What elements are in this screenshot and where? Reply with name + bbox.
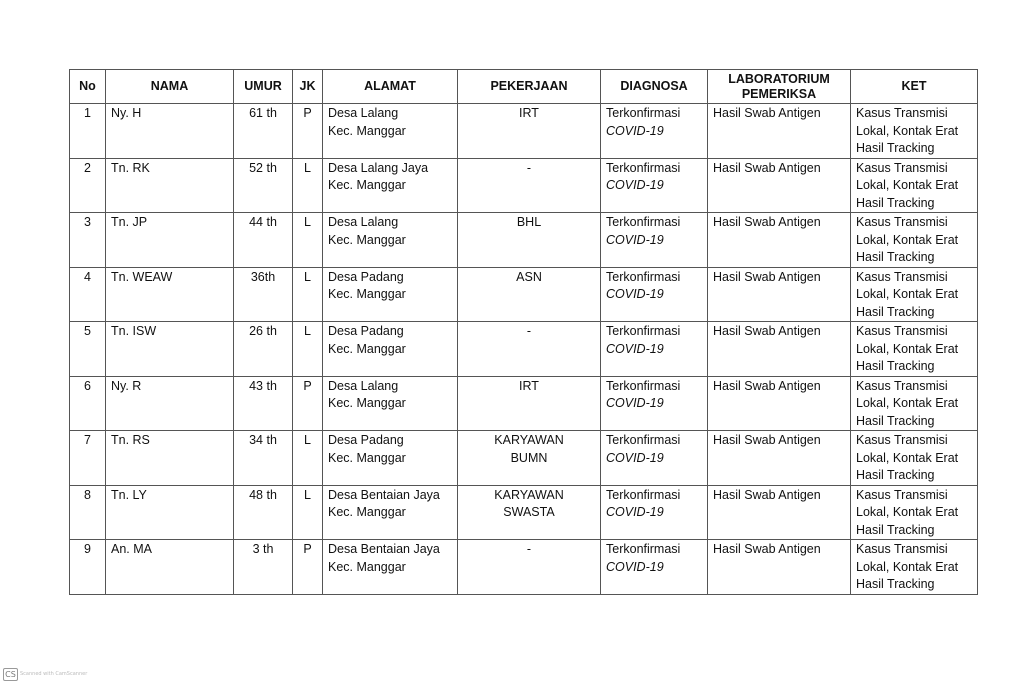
cell-ket: [851, 104, 978, 159]
cell-jk: L: [293, 322, 323, 377]
cell-ket-line: Lokal, Kontak Erat: [856, 505, 959, 519]
cell-no: 9: [70, 540, 106, 595]
cell-no: 6: [70, 376, 106, 431]
cell-jk: P: [293, 104, 323, 159]
cell-ket-line: Hasil Tracking: [856, 577, 935, 591]
cell-umur: 26 th: [234, 322, 293, 377]
cell-ket: [851, 267, 978, 322]
cell-alamat-line: Desa Lalang: [328, 378, 399, 393]
cell-diagnosa-line: COVID-19: [606, 287, 664, 301]
cell-ket-line: Lokal, Kontak Erat: [856, 396, 959, 410]
cell-nama: Tn. JP: [106, 213, 234, 268]
cell-ket-line: Hasil Tracking: [856, 359, 935, 373]
cell-alamat-line: Desa Lalang Jaya: [328, 160, 429, 175]
table-row: [70, 322, 978, 377]
cell-laboratorium: Hasil Swab Antigen: [708, 104, 851, 159]
cell-diagnosa-line: Terkonfirmasi: [606, 542, 681, 556]
cell-umur: 36th: [234, 267, 293, 322]
cell-alamat-line: Kec. Manggar: [328, 559, 406, 574]
cell-no: 3: [70, 213, 106, 268]
header-umur: UMUR: [234, 70, 293, 104]
cell-ket-line: Lokal, Kontak Erat: [856, 123, 959, 138]
cell-ket-line: Kasus Transmisi: [856, 215, 948, 229]
cell-pekerjaan-line: -: [526, 160, 532, 175]
cell-alamat-line: Kec. Manggar: [328, 123, 406, 138]
cell-pekerjaan: [458, 431, 601, 486]
cell-laboratorium: Hasil Swab Antigen: [708, 485, 851, 540]
cell-diagnosa-line: Terkonfirmasi: [606, 106, 681, 120]
cell-laboratorium: Hasil Swab Antigen: [708, 376, 851, 431]
cell-jk: P: [293, 540, 323, 595]
cell-nama: Ny. H: [106, 104, 234, 159]
cell-diagnosa-line: COVID-19: [606, 396, 664, 410]
cell-diagnosa-line: COVID-19: [606, 123, 664, 138]
cell-ket-line: Kasus Transmisi: [856, 106, 948, 120]
cell-ket-line: Hasil Tracking: [856, 250, 935, 264]
cell-pekerjaan: [458, 104, 601, 159]
cell-jk: P: [293, 376, 323, 431]
cell-diagnosa: [601, 104, 708, 159]
cell-alamat-line: Kec. Manggar: [328, 287, 406, 301]
cell-laboratorium: Hasil Swab Antigen: [708, 213, 851, 268]
cell-diagnosa-line: COVID-19: [606, 178, 664, 192]
cell-umur: 48 th: [234, 485, 293, 540]
cell-alamat-line: Desa Lalang: [328, 215, 399, 229]
cell-ket-line: Hasil Tracking: [856, 522, 935, 537]
cell-alamat: [323, 158, 458, 213]
cell-ket-line: Kasus Transmisi: [856, 433, 948, 447]
cell-jk: L: [293, 158, 323, 213]
cell-nama: Tn. RS: [106, 431, 234, 486]
cell-no: 5: [70, 322, 106, 377]
cell-ket-line: Lokal, Kontak Erat: [856, 232, 959, 247]
cell-alamat-line: Kec. Manggar: [328, 341, 406, 356]
cell-diagnosa-line: Terkonfirmasi: [606, 378, 681, 393]
cell-pekerjaan: [458, 322, 601, 377]
cell-diagnosa-line: COVID-19: [606, 232, 664, 247]
cell-pekerjaan: [458, 540, 601, 595]
cell-umur: 61 th: [234, 104, 293, 159]
header-laboratorium: LABORATORIUM PEMERIKSA: [708, 70, 851, 104]
cell-pekerjaan-line: -: [526, 542, 532, 556]
header-nama: NAMA: [106, 70, 234, 104]
cell-diagnosa: [601, 540, 708, 595]
cell-ket-line: Hasil Tracking: [856, 195, 935, 210]
cell-diagnosa-line: Terkonfirmasi: [606, 487, 681, 502]
table-body: [70, 104, 978, 595]
cell-ket-line: Lokal, Kontak Erat: [856, 559, 959, 574]
cell-alamat: [323, 485, 458, 540]
cell-diagnosa-line: Terkonfirmasi: [606, 324, 681, 338]
header-jk: JK: [293, 70, 323, 104]
cell-alamat-line: Kec. Manggar: [328, 396, 406, 410]
cell-pekerjaan-line: SWASTA: [503, 505, 555, 519]
cell-alamat-line: Desa Bentaian Jaya: [328, 487, 440, 502]
header-diagnosa: DIAGNOSA: [601, 70, 708, 104]
cell-alamat: [323, 322, 458, 377]
cell-alamat-line: Kec. Manggar: [328, 232, 406, 247]
cell-ket: [851, 485, 978, 540]
cell-jk: L: [293, 485, 323, 540]
cell-ket-line: Hasil Tracking: [856, 141, 935, 155]
cell-nama: Tn. LY: [106, 485, 234, 540]
cell-diagnosa-line: COVID-19: [606, 559, 664, 574]
header-row: [70, 70, 978, 104]
table-row: [70, 267, 978, 322]
header-pekerjaan: PEKERJAAN: [458, 70, 601, 104]
cell-ket-line: Kasus Transmisi: [856, 160, 948, 175]
cell-pekerjaan: [458, 158, 601, 213]
cell-laboratorium: Hasil Swab Antigen: [708, 267, 851, 322]
header-ket: KET: [851, 70, 978, 104]
watermark-text: Scanned with CamScanner: [20, 671, 88, 677]
cell-laboratorium: Hasil Swab Antigen: [708, 322, 851, 377]
cell-nama: An. MA: [106, 540, 234, 595]
cell-diagnosa: [601, 431, 708, 486]
cell-laboratorium: Hasil Swab Antigen: [708, 540, 851, 595]
cell-ket-line: Hasil Tracking: [856, 468, 935, 482]
cell-pekerjaan-line: IRT: [519, 106, 539, 120]
cell-ket: [851, 376, 978, 431]
cell-diagnosa-line: COVID-19: [606, 450, 664, 465]
cell-jk: L: [293, 267, 323, 322]
cell-laboratorium: Hasil Swab Antigen: [708, 431, 851, 486]
cell-ket: [851, 431, 978, 486]
cell-pekerjaan: [458, 485, 601, 540]
cell-ket: [851, 213, 978, 268]
cell-ket: [851, 322, 978, 377]
table-row: [70, 158, 978, 213]
cell-umur: 43 th: [234, 376, 293, 431]
cell-alamat-line: Desa Lalang: [328, 106, 399, 120]
cell-diagnosa-line: Terkonfirmasi: [606, 160, 681, 175]
cell-ket-line: Kasus Transmisi: [856, 324, 948, 338]
cell-jk: L: [293, 213, 323, 268]
cell-diagnosa-line: Terkonfirmasi: [606, 433, 681, 447]
cell-umur: 34 th: [234, 431, 293, 486]
cell-alamat-line: Kec. Manggar: [328, 450, 406, 465]
cell-umur: 44 th: [234, 213, 293, 268]
cell-alamat-line: Desa Padang: [328, 324, 404, 338]
cell-no: 2: [70, 158, 106, 213]
cell-nama: Ny. R: [106, 376, 234, 431]
cell-umur: 3 th: [234, 540, 293, 595]
cell-no: 1: [70, 104, 106, 159]
table-row: [70, 540, 978, 595]
cell-alamat: [323, 376, 458, 431]
cell-diagnosa-line: Terkonfirmasi: [606, 215, 681, 229]
cell-ket-line: Kasus Transmisi: [856, 487, 948, 502]
cell-jk: L: [293, 431, 323, 486]
table-row: [70, 213, 978, 268]
cell-diagnosa: [601, 322, 708, 377]
cell-laboratorium: Hasil Swab Antigen: [708, 158, 851, 213]
cell-pekerjaan-line: KARYAWAN: [494, 433, 564, 447]
cell-alamat: [323, 213, 458, 268]
cell-ket-line: Lokal, Kontak Erat: [856, 178, 959, 192]
camscanner-logo: CS: [3, 668, 18, 681]
table-row: [70, 104, 978, 159]
cell-diagnosa: [601, 213, 708, 268]
cell-alamat-line: Desa Padang: [328, 433, 404, 447]
cell-no: 7: [70, 431, 106, 486]
table-row: [70, 431, 978, 486]
cell-alamat: [323, 267, 458, 322]
cell-ket-line: Kasus Transmisi: [856, 378, 948, 393]
cell-diagnosa: [601, 376, 708, 431]
cell-nama: Tn. ISW: [106, 322, 234, 377]
cell-pekerjaan: [458, 213, 601, 268]
cell-no: 4: [70, 267, 106, 322]
cell-ket-line: Lokal, Kontak Erat: [856, 450, 959, 465]
cell-umur: 52 th: [234, 158, 293, 213]
cell-diagnosa-line: Terkonfirmasi: [606, 269, 681, 284]
cell-ket-line: Kasus Transmisi: [856, 542, 948, 556]
cell-pekerjaan-line: IRT: [519, 378, 539, 393]
cell-ket-line: Kasus Transmisi: [856, 269, 948, 284]
cell-pekerjaan-line: ASN: [516, 269, 542, 284]
cell-ket-line: Hasil Tracking: [856, 413, 935, 428]
table-row: [70, 485, 978, 540]
cell-alamat-line: Kec. Manggar: [328, 505, 406, 519]
cell-alamat-line: Desa Bentaian Jaya: [328, 542, 440, 556]
cell-no: 8: [70, 485, 106, 540]
cell-diagnosa: [601, 158, 708, 213]
cell-diagnosa-line: COVID-19: [606, 505, 664, 519]
cell-diagnosa: [601, 485, 708, 540]
cell-pekerjaan-line: KARYAWAN: [494, 487, 564, 502]
cell-pekerjaan-line: BHL: [516, 215, 542, 229]
cell-ket-line: Lokal, Kontak Erat: [856, 341, 959, 356]
patient-table: [69, 69, 978, 595]
cell-pekerjaan: [458, 267, 601, 322]
header-alamat: ALAMAT: [323, 70, 458, 104]
cell-alamat-line: Kec. Manggar: [328, 178, 406, 192]
header-no: No: [70, 70, 106, 104]
cell-alamat: [323, 104, 458, 159]
cell-alamat: [323, 540, 458, 595]
cell-alamat-line: Desa Padang: [328, 269, 404, 284]
cell-diagnosa: [601, 267, 708, 322]
cell-alamat: [323, 431, 458, 486]
cell-ket-line: Hasil Tracking: [856, 304, 935, 319]
table-row: [70, 376, 978, 431]
cell-pekerjaan-line: BUMN: [510, 450, 548, 465]
cell-nama: Tn. RK: [106, 158, 234, 213]
cell-nama: Tn. WEAW: [106, 267, 234, 322]
cell-ket-line: Lokal, Kontak Erat: [856, 287, 959, 301]
cell-ket: [851, 158, 978, 213]
cell-pekerjaan-line: -: [526, 324, 532, 338]
cell-diagnosa-line: COVID-19: [606, 341, 664, 356]
cell-ket: [851, 540, 978, 595]
cell-pekerjaan: [458, 376, 601, 431]
